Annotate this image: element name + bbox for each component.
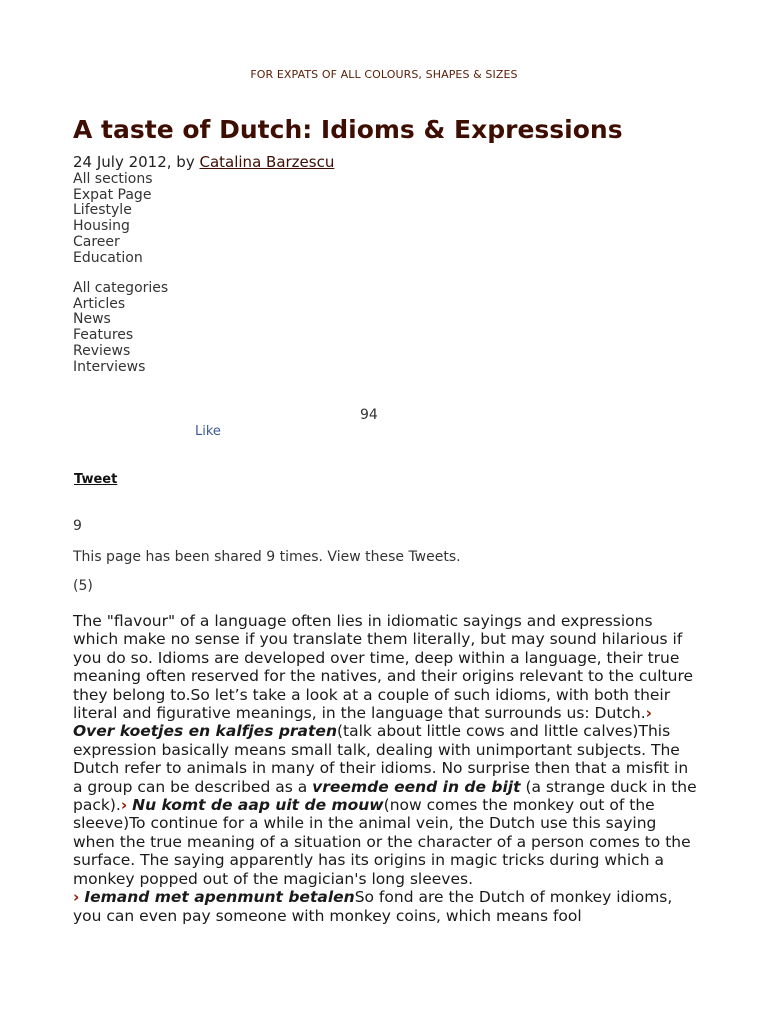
shared-count-text[interactable]: This page has been shared 9 times. View these Tweets. [73,549,461,565]
author-link[interactable]: Catalina Barzescu [199,153,335,171]
section-item-education[interactable]: Education [73,249,143,266]
site-tagline: FOR EXPATS OF ALL COLOURS, SHAPES & SIZES [250,68,518,81]
tweet-count: 9 [73,518,82,534]
article-body [73,612,698,925]
rating-count: (5) [73,578,93,594]
category-item-features[interactable]: Features [73,327,134,344]
section-item-expat-page[interactable]: Expat Page [73,186,152,203]
tweet-button[interactable]: Tweet [74,472,118,487]
category-item-reviews[interactable]: Reviews [73,342,131,359]
section-item-career[interactable]: Career [73,233,120,250]
byline-date: 24 July 2012, by [73,153,200,171]
section-item-all[interactable]: All sections [73,171,153,187]
arrow-icon: › [73,888,80,907]
categories-nav [73,281,168,375]
category-item-all[interactable]: All categories [73,280,169,296]
arrow-icon: › [120,796,128,815]
category-item-articles[interactable]: Articles [73,295,126,312]
page-title: A taste of Dutch: Idioms & Expressions [73,115,623,144]
section-item-housing[interactable]: Housing [73,218,130,235]
category-item-news[interactable]: News [73,311,111,328]
article-text-koetjes: (talk about little cows and little calves)This expression basically means small talk, dealing with unimportant subjects. The Dutch refer to animals in many of their idioms. No surprise then that a misfit in a group can be described as a [73,722,689,796]
article-paragraph-intro: The "flavour" of a language often lies in idiomatic sayings and expressions which make no sense if you translate them literally, but may sound hilarious if you do so. Idioms are developed over time, deep within a language, their true meaning often reserved for the natives, and their origins relevant to the culture they belong to.So let’s take a look at a couple of such idioms, with both their literal and figurative meanings, in the language that surrounds us: Dutch. [73,612,694,723]
idiom-aap: Nu komt de aap uit de mouw [132,796,384,815]
idiom-koetjes: Over koetjes en kalfjes praten [73,722,337,741]
article-text-apenmunt: So fond are the Dutch of monkey idioms, you can even pay someone with monkey coins, which means fool [73,888,673,925]
sections-nav [73,172,153,266]
article-text-aap: (now comes the monkey out of the sleeve)To continue for a while in the animal vein, the Dutch use this saying when the true meaning of a situation or the character of a person comes to the surface. The saying apparently has its origins in magic tricks during which a monkey popped out of the magician's long sleeves. [73,796,691,888]
like-button[interactable]: Like [195,424,221,439]
category-item-interviews[interactable]: Interviews [73,358,146,375]
idiom-vreemde-eend: vreemde eend in de bijt [312,777,521,796]
section-item-lifestyle[interactable]: Lifestyle [73,202,132,219]
like-count: 94 [360,407,378,423]
arrow-icon: › [645,704,653,723]
idiom-apenmunt: Iemand met apenmunt betalen [84,888,355,907]
article-text-eend: (a strange duck in the pack). [73,777,697,815]
byline [73,153,334,171]
